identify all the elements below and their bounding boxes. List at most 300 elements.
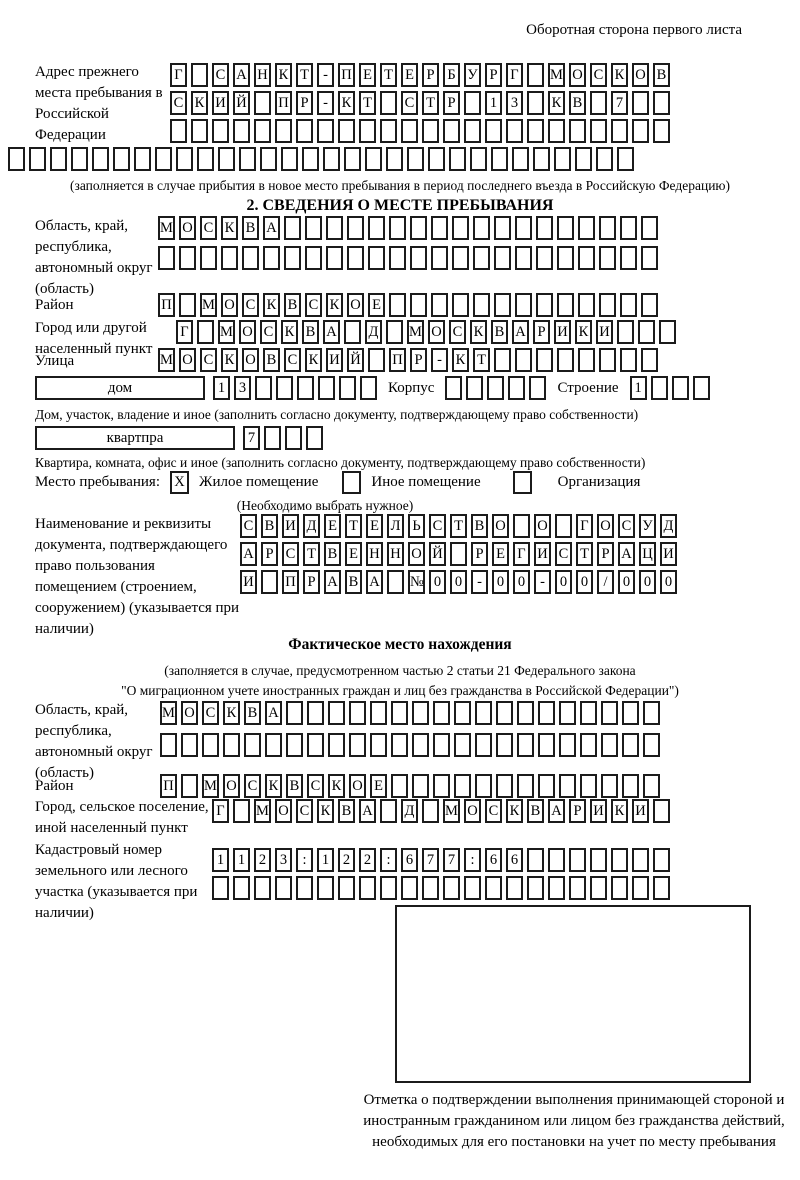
char-cell[interactable]: Г <box>212 799 229 823</box>
char-cell[interactable] <box>191 119 208 143</box>
char-cell[interactable]: 1 <box>630 376 647 400</box>
char-cell[interactable]: А <box>366 570 383 594</box>
char-cell[interactable]: О <box>347 293 364 317</box>
char-cell[interactable]: Ь <box>408 514 425 538</box>
char-cell[interactable] <box>485 876 502 900</box>
char-cell[interactable] <box>454 701 471 725</box>
char-cell[interactable]: К <box>452 348 469 372</box>
char-cell[interactable]: В <box>491 320 508 344</box>
char-cell[interactable] <box>496 701 513 725</box>
char-cell[interactable]: Р <box>422 63 439 87</box>
char-cell[interactable]: С <box>170 91 187 115</box>
char-cell[interactable]: П <box>275 91 292 115</box>
char-cell[interactable]: Р <box>569 799 586 823</box>
char-cell[interactable]: Т <box>576 542 593 566</box>
char-cell[interactable] <box>536 216 553 240</box>
char-cell[interactable] <box>380 799 397 823</box>
char-cell[interactable]: В <box>263 348 280 372</box>
char-cell[interactable]: Н <box>254 63 271 87</box>
char-cell[interactable] <box>433 733 450 757</box>
char-cell[interactable]: М <box>407 320 424 344</box>
char-cell[interactable] <box>632 91 649 115</box>
char-cell[interactable] <box>260 147 277 171</box>
char-cell[interactable]: П <box>160 774 177 798</box>
char-cell[interactable] <box>569 876 586 900</box>
char-cell[interactable]: / <box>597 570 614 594</box>
char-cell[interactable] <box>475 774 492 798</box>
char-cell[interactable] <box>422 876 439 900</box>
char-cell[interactable]: К <box>611 63 628 87</box>
char-cell[interactable] <box>306 426 323 450</box>
char-cell[interactable] <box>557 216 574 240</box>
char-cell[interactable]: 1 <box>213 376 230 400</box>
char-cell[interactable] <box>452 216 469 240</box>
char-cell[interactable] <box>555 514 572 538</box>
char-cell[interactable] <box>218 147 235 171</box>
char-cell[interactable]: О <box>428 320 445 344</box>
char-cell[interactable] <box>580 774 597 798</box>
char-cell[interactable] <box>599 216 616 240</box>
char-cell[interactable]: 6 <box>485 848 502 872</box>
char-cell[interactable]: О <box>179 348 196 372</box>
char-cell[interactable]: А <box>240 542 257 566</box>
char-cell[interactable]: А <box>324 570 341 594</box>
char-cell[interactable]: П <box>158 293 175 317</box>
char-cell[interactable]: В <box>244 701 261 725</box>
char-cell[interactable]: Ц <box>639 542 656 566</box>
char-cell[interactable] <box>318 376 335 400</box>
char-cell[interactable] <box>445 376 462 400</box>
char-cell[interactable]: О <box>408 542 425 566</box>
char-cell[interactable]: Р <box>261 542 278 566</box>
char-cell[interactable] <box>181 774 198 798</box>
char-cell[interactable]: С <box>244 774 261 798</box>
char-cell[interactable]: Т <box>345 514 362 538</box>
char-cell[interactable] <box>71 147 88 171</box>
char-cell[interactable] <box>134 147 151 171</box>
char-cell[interactable] <box>323 147 340 171</box>
char-cell[interactable]: А <box>233 63 250 87</box>
char-cell[interactable] <box>557 348 574 372</box>
char-cell[interactable]: Г <box>576 514 593 538</box>
char-cell[interactable]: - <box>471 570 488 594</box>
char-cell[interactable] <box>464 119 481 143</box>
char-cell[interactable] <box>244 733 261 757</box>
char-cell[interactable] <box>653 799 670 823</box>
char-cell[interactable] <box>536 348 553 372</box>
char-cell[interactable] <box>176 147 193 171</box>
char-cell[interactable]: Е <box>359 63 376 87</box>
char-cell[interactable] <box>601 733 618 757</box>
char-cell[interactable] <box>349 733 366 757</box>
char-cell[interactable] <box>622 774 639 798</box>
char-cell[interactable]: 0 <box>555 570 572 594</box>
char-cell[interactable] <box>380 119 397 143</box>
char-cell[interactable]: - <box>431 348 448 372</box>
char-cell[interactable]: С <box>282 542 299 566</box>
char-cell[interactable] <box>401 876 418 900</box>
char-cell[interactable] <box>349 701 366 725</box>
char-cell[interactable] <box>470 147 487 171</box>
char-cell[interactable]: М <box>443 799 460 823</box>
char-cell[interactable]: К <box>305 348 322 372</box>
char-cell[interactable] <box>8 147 25 171</box>
char-cell[interactable]: О <box>569 63 586 87</box>
char-cell[interactable] <box>197 147 214 171</box>
char-cell[interactable]: М <box>158 348 175 372</box>
char-cell[interactable]: Р <box>533 320 550 344</box>
char-cell[interactable]: 1 <box>485 91 502 115</box>
char-cell[interactable] <box>200 246 217 270</box>
char-cell[interactable]: Р <box>485 63 502 87</box>
char-cell[interactable]: О <box>632 63 649 87</box>
char-cell[interactable] <box>263 246 280 270</box>
char-cell[interactable] <box>410 293 427 317</box>
char-cell[interactable] <box>391 701 408 725</box>
char-cell[interactable] <box>653 119 670 143</box>
char-cell[interactable]: К <box>275 63 292 87</box>
char-cell[interactable]: : <box>296 848 313 872</box>
char-cell[interactable]: 3 <box>234 376 251 400</box>
char-cell[interactable]: Е <box>366 514 383 538</box>
stay-type-checkbox-residential[interactable]: X <box>170 471 189 494</box>
char-cell[interactable] <box>515 293 532 317</box>
char-cell[interactable] <box>265 733 282 757</box>
char-cell[interactable] <box>454 733 471 757</box>
char-cell[interactable] <box>422 799 439 823</box>
char-cell[interactable] <box>389 216 406 240</box>
char-cell[interactable]: - <box>534 570 551 594</box>
char-cell[interactable] <box>233 876 250 900</box>
char-cell[interactable] <box>197 320 214 344</box>
char-cell[interactable] <box>449 147 466 171</box>
char-cell[interactable] <box>611 848 628 872</box>
char-cell[interactable] <box>641 293 658 317</box>
char-cell[interactable] <box>527 876 544 900</box>
char-cell[interactable] <box>338 876 355 900</box>
char-cell[interactable]: Р <box>597 542 614 566</box>
char-cell[interactable] <box>620 246 637 270</box>
char-cell[interactable] <box>485 119 502 143</box>
char-cell[interactable]: А <box>618 542 635 566</box>
char-cell[interactable] <box>443 876 460 900</box>
char-cell[interactable]: И <box>326 348 343 372</box>
char-cell[interactable]: О <box>597 514 614 538</box>
char-cell[interactable] <box>494 246 511 270</box>
char-cell[interactable]: 1 <box>212 848 229 872</box>
char-cell[interactable] <box>412 774 429 798</box>
char-cell[interactable] <box>557 246 574 270</box>
char-cell[interactable]: К <box>328 774 345 798</box>
char-cell[interactable] <box>506 876 523 900</box>
char-cell[interactable]: В <box>569 91 586 115</box>
char-cell[interactable] <box>285 426 302 450</box>
char-cell[interactable] <box>557 293 574 317</box>
char-cell[interactable] <box>506 119 523 143</box>
char-cell[interactable]: О <box>179 216 196 240</box>
char-cell[interactable] <box>387 570 404 594</box>
char-cell[interactable]: И <box>534 542 551 566</box>
char-cell[interactable] <box>179 293 196 317</box>
char-cell[interactable] <box>386 147 403 171</box>
char-cell[interactable]: У <box>464 63 481 87</box>
char-cell[interactable] <box>617 147 634 171</box>
char-cell[interactable]: А <box>512 320 529 344</box>
char-cell[interactable]: И <box>212 91 229 115</box>
char-cell[interactable] <box>254 91 271 115</box>
char-cell[interactable] <box>286 701 303 725</box>
char-cell[interactable]: Г <box>513 542 530 566</box>
char-cell[interactable] <box>221 246 238 270</box>
char-cell[interactable] <box>548 876 565 900</box>
char-cell[interactable]: С <box>590 63 607 87</box>
char-cell[interactable]: Д <box>660 514 677 538</box>
char-cell[interactable] <box>255 376 272 400</box>
char-cell[interactable]: : <box>464 848 481 872</box>
char-cell[interactable] <box>651 376 668 400</box>
char-cell[interactable] <box>422 119 439 143</box>
char-cell[interactable] <box>155 147 172 171</box>
char-cell[interactable] <box>450 542 467 566</box>
char-cell[interactable] <box>158 246 175 270</box>
char-cell[interactable] <box>508 376 525 400</box>
char-cell[interactable] <box>347 216 364 240</box>
char-cell[interactable] <box>92 147 109 171</box>
char-cell[interactable] <box>693 376 710 400</box>
char-cell[interactable]: К <box>191 91 208 115</box>
char-cell[interactable] <box>261 570 278 594</box>
char-cell[interactable] <box>380 876 397 900</box>
char-cell[interactable] <box>428 147 445 171</box>
char-cell[interactable] <box>659 320 676 344</box>
char-cell[interactable]: 7 <box>243 426 260 450</box>
char-cell[interactable]: И <box>554 320 571 344</box>
char-cell[interactable] <box>452 293 469 317</box>
char-cell[interactable]: И <box>590 799 607 823</box>
char-cell[interactable] <box>212 876 229 900</box>
char-cell[interactable]: Е <box>370 774 387 798</box>
char-cell[interactable] <box>590 119 607 143</box>
char-cell[interactable] <box>494 293 511 317</box>
char-cell[interactable] <box>601 774 618 798</box>
char-cell[interactable]: 2 <box>254 848 271 872</box>
char-cell[interactable] <box>328 733 345 757</box>
char-cell[interactable] <box>317 119 334 143</box>
char-cell[interactable]: 3 <box>275 848 292 872</box>
char-cell[interactable]: В <box>527 799 544 823</box>
char-cell[interactable]: Р <box>303 570 320 594</box>
char-cell[interactable] <box>494 348 511 372</box>
char-cell[interactable] <box>620 216 637 240</box>
char-cell[interactable]: С <box>305 293 322 317</box>
char-cell[interactable] <box>643 733 660 757</box>
char-cell[interactable] <box>473 293 490 317</box>
char-cell[interactable] <box>305 246 322 270</box>
char-cell[interactable]: 1 <box>317 848 334 872</box>
char-cell[interactable] <box>326 216 343 240</box>
char-cell[interactable] <box>254 119 271 143</box>
char-cell[interactable]: 7 <box>443 848 460 872</box>
char-cell[interactable] <box>632 876 649 900</box>
char-cell[interactable] <box>412 733 429 757</box>
char-cell[interactable] <box>275 119 292 143</box>
char-cell[interactable]: Р <box>296 91 313 115</box>
char-cell[interactable]: - <box>317 91 334 115</box>
char-cell[interactable]: У <box>639 514 656 538</box>
char-cell[interactable]: С <box>212 63 229 87</box>
char-cell[interactable] <box>578 216 595 240</box>
char-cell[interactable]: О <box>239 320 256 344</box>
char-cell[interactable] <box>359 119 376 143</box>
char-cell[interactable]: : <box>380 848 397 872</box>
char-cell[interactable]: - <box>317 63 334 87</box>
char-cell[interactable]: Т <box>380 63 397 87</box>
char-cell[interactable]: И <box>632 799 649 823</box>
stay-type-checkbox-other[interactable] <box>342 471 361 494</box>
char-cell[interactable] <box>401 119 418 143</box>
char-cell[interactable]: С <box>429 514 446 538</box>
char-cell[interactable] <box>431 293 448 317</box>
char-cell[interactable] <box>575 147 592 171</box>
char-cell[interactable] <box>620 348 637 372</box>
char-cell[interactable]: М <box>254 799 271 823</box>
char-cell[interactable]: С <box>618 514 635 538</box>
char-cell[interactable] <box>284 246 301 270</box>
char-cell[interactable] <box>590 91 607 115</box>
char-cell[interactable]: О <box>221 293 238 317</box>
char-cell[interactable]: О <box>492 514 509 538</box>
char-cell[interactable] <box>641 246 658 270</box>
char-cell[interactable]: К <box>338 91 355 115</box>
char-cell[interactable] <box>307 701 324 725</box>
char-cell[interactable]: К <box>221 348 238 372</box>
char-cell[interactable]: И <box>282 514 299 538</box>
char-cell[interactable]: К <box>506 799 523 823</box>
char-cell[interactable] <box>601 701 618 725</box>
char-cell[interactable]: В <box>653 63 670 87</box>
char-cell[interactable]: С <box>200 216 217 240</box>
char-cell[interactable] <box>548 119 565 143</box>
char-cell[interactable] <box>515 246 532 270</box>
char-cell[interactable]: С <box>449 320 466 344</box>
char-cell[interactable] <box>370 701 387 725</box>
char-cell[interactable] <box>179 246 196 270</box>
char-cell[interactable]: В <box>261 514 278 538</box>
char-cell[interactable]: Е <box>401 63 418 87</box>
char-cell[interactable] <box>596 147 613 171</box>
char-cell[interactable]: Д <box>365 320 382 344</box>
char-cell[interactable]: 0 <box>450 570 467 594</box>
char-cell[interactable] <box>578 348 595 372</box>
char-cell[interactable] <box>641 348 658 372</box>
char-cell[interactable] <box>275 876 292 900</box>
char-cell[interactable] <box>307 733 324 757</box>
char-cell[interactable] <box>653 876 670 900</box>
char-cell[interactable]: Л <box>387 514 404 538</box>
char-cell[interactable]: С <box>401 91 418 115</box>
char-cell[interactable]: 2 <box>338 848 355 872</box>
char-cell[interactable]: С <box>296 799 313 823</box>
char-cell[interactable] <box>281 147 298 171</box>
char-cell[interactable] <box>559 774 576 798</box>
char-cell[interactable] <box>305 216 322 240</box>
char-cell[interactable]: В <box>324 542 341 566</box>
char-cell[interactable]: П <box>282 570 299 594</box>
char-cell[interactable] <box>344 320 361 344</box>
char-cell[interactable] <box>239 147 256 171</box>
char-cell[interactable]: И <box>660 542 677 566</box>
char-cell[interactable]: А <box>359 799 376 823</box>
char-cell[interactable]: О <box>464 799 481 823</box>
char-cell[interactable]: 0 <box>660 570 677 594</box>
char-cell[interactable]: М <box>548 63 565 87</box>
char-cell[interactable] <box>515 348 532 372</box>
char-cell[interactable]: Р <box>443 91 460 115</box>
char-cell[interactable] <box>527 63 544 87</box>
char-cell[interactable]: С <box>240 514 257 538</box>
char-cell[interactable] <box>590 848 607 872</box>
char-cell[interactable]: М <box>160 701 177 725</box>
char-cell[interactable]: Р <box>471 542 488 566</box>
char-cell[interactable] <box>368 348 385 372</box>
char-cell[interactable] <box>368 216 385 240</box>
char-cell[interactable]: Д <box>303 514 320 538</box>
char-cell[interactable] <box>494 216 511 240</box>
char-cell[interactable]: Т <box>359 91 376 115</box>
char-cell[interactable] <box>254 876 271 900</box>
char-cell[interactable] <box>517 774 534 798</box>
char-cell[interactable] <box>443 119 460 143</box>
char-cell[interactable]: 1 <box>233 848 250 872</box>
char-cell[interactable]: К <box>317 799 334 823</box>
char-cell[interactable] <box>302 147 319 171</box>
char-cell[interactable]: С <box>202 701 219 725</box>
char-cell[interactable] <box>389 246 406 270</box>
char-cell[interactable] <box>338 119 355 143</box>
char-cell[interactable]: В <box>286 774 303 798</box>
char-cell[interactable] <box>264 426 281 450</box>
char-cell[interactable]: П <box>389 348 406 372</box>
char-cell[interactable] <box>464 91 481 115</box>
char-cell[interactable] <box>533 147 550 171</box>
char-cell[interactable] <box>410 216 427 240</box>
char-cell[interactable]: 7 <box>611 91 628 115</box>
char-cell[interactable]: М <box>200 293 217 317</box>
char-cell[interactable]: С <box>307 774 324 798</box>
char-cell[interactable] <box>475 701 492 725</box>
char-cell[interactable] <box>170 119 187 143</box>
char-cell[interactable] <box>611 119 628 143</box>
char-cell[interactable]: Т <box>296 63 313 87</box>
char-cell[interactable]: О <box>534 514 551 538</box>
char-cell[interactable] <box>202 733 219 757</box>
char-cell[interactable] <box>491 147 508 171</box>
char-cell[interactable] <box>431 246 448 270</box>
char-cell[interactable]: К <box>326 293 343 317</box>
char-cell[interactable]: В <box>284 293 301 317</box>
char-cell[interactable] <box>580 733 597 757</box>
char-cell[interactable] <box>515 216 532 240</box>
char-cell[interactable] <box>223 733 240 757</box>
char-cell[interactable] <box>599 246 616 270</box>
char-cell[interactable] <box>296 119 313 143</box>
char-cell[interactable] <box>407 147 424 171</box>
char-cell[interactable] <box>475 733 492 757</box>
char-cell[interactable] <box>513 514 530 538</box>
char-cell[interactable]: А <box>265 701 282 725</box>
char-cell[interactable] <box>412 701 429 725</box>
char-cell[interactable] <box>233 799 250 823</box>
